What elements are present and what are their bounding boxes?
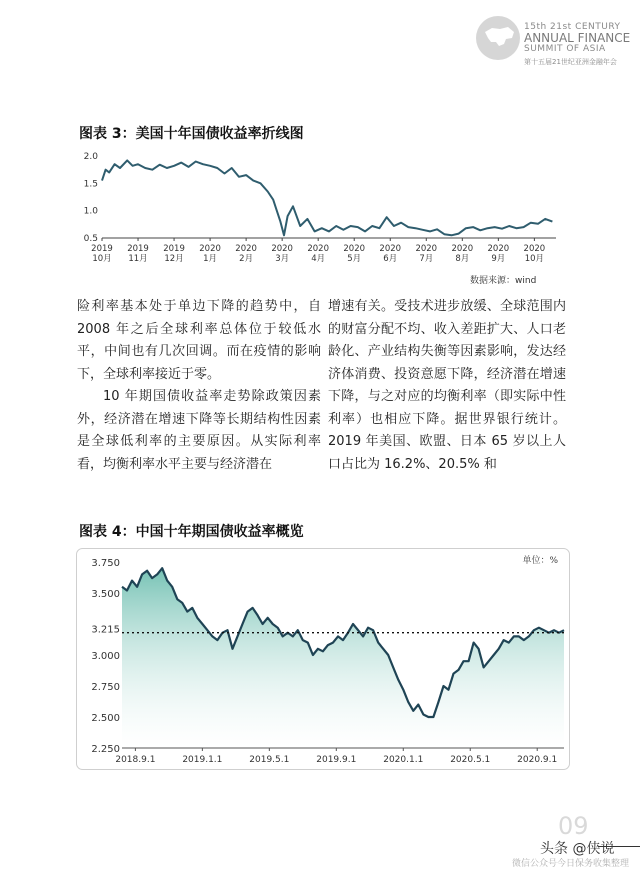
y-tick-label: 0.5 xyxy=(83,234,98,244)
y-tick-label: 3.000 xyxy=(91,651,120,662)
x-tick-label: 2019 xyxy=(127,244,149,254)
paragraph: 增速有关。受技术进步放缓、全球范围内的财富分配不均、收入差距扩大、人口老龄化、产业结构失衡等因素影响，发达经济体消费、投资意愿下降，经济潜在增速下降，与之对应的均衡利率（即实际中性利率）也相应下降。据世界银行统计。2019 年美国、欧盟、日本 65 岁以上人口占比为 16.2%、20.5% 和 xyxy=(328,299,566,472)
data-source: 数据来源：wind xyxy=(470,276,537,286)
body-column-left xyxy=(77,296,321,476)
x-tick-label: 2020 xyxy=(343,244,366,254)
x-tick-label: 2020 xyxy=(523,244,546,254)
y-tick-label: 2.0 xyxy=(83,152,98,162)
logo-line-4: 第十五届21世纪亚洲金融年会 xyxy=(524,58,617,66)
x-tick-label: 10月 xyxy=(92,254,112,264)
x-tick-label: 10月 xyxy=(524,254,545,264)
x-tick-label: 9月 xyxy=(491,254,506,264)
x-tick-label: 2020 xyxy=(307,244,330,254)
x-tick-label: 2018.9.1 xyxy=(115,755,156,765)
paragraph: 10 年期国债收益率走势除政策因素外，经济潜在增速下降等长期结构性因素是全球低利率的主要原因。从实际利率看，均衡利率水平主要与经济潜在 xyxy=(77,389,321,472)
y-tick-label: 3.215 xyxy=(91,624,120,636)
x-tick-label: 2020 xyxy=(235,244,257,254)
asia-map-icon xyxy=(482,24,516,50)
figure-4-title: 图表 4：中国十年期国债收益率概览 xyxy=(79,524,304,540)
y-tick-label: 3.750 xyxy=(91,558,120,569)
x-tick-label: 6月 xyxy=(383,254,398,264)
logo-text xyxy=(524,22,630,68)
x-tick-label: 2019.1.1 xyxy=(182,755,223,765)
x-tick-label: 2020.5.1 xyxy=(450,755,491,765)
y-tick-label: 2.500 xyxy=(91,713,120,724)
x-tick-label: 11月 xyxy=(128,254,148,264)
y-tick-label: 2.750 xyxy=(91,682,120,693)
page-number: 09 xyxy=(558,812,589,840)
x-tick-label: 2020 xyxy=(487,244,510,254)
x-tick-label: 2020 xyxy=(199,244,221,254)
paragraph: 险利率基本处于单边下降的趋势中，自 2008 年之后全球利率总体位于较低水平，中间也有几次回调。而在疫情的影响下，全球利率接近于零。 xyxy=(77,299,321,382)
x-tick-label: 2020.1.1 xyxy=(383,755,424,765)
watermark-sub: 微信公众号今日保务收集整理 xyxy=(512,859,630,869)
series-line xyxy=(102,160,552,235)
x-tick-label: 2020 xyxy=(379,244,402,254)
us-treasury-chart xyxy=(74,150,574,268)
x-tick-label: 12月 xyxy=(164,254,184,264)
x-tick-label: 2020.9.1 xyxy=(517,755,558,765)
x-tick-label: 2019.9.1 xyxy=(316,755,357,765)
y-tick-label: 1.0 xyxy=(83,206,98,217)
x-tick-label: 2月 xyxy=(239,254,254,264)
x-tick-label: 5月 xyxy=(347,254,362,264)
x-tick-label: 7月 xyxy=(419,254,434,264)
unit-label: 单位：% xyxy=(522,556,558,566)
y-tick-label: 1.5 xyxy=(83,179,98,190)
x-tick-label: 2020 xyxy=(451,244,474,254)
x-tick-label: 2019 xyxy=(91,244,113,254)
logo-line-2: ANNUAL FINANCE xyxy=(524,31,631,45)
x-tick-label: 3月 xyxy=(275,254,290,264)
x-tick-label: 2020 xyxy=(271,244,293,254)
y-tick-label: 3.500 xyxy=(91,589,120,600)
watermark: 头条 @侠说 xyxy=(540,841,615,857)
x-tick-label: 1月 xyxy=(203,254,218,264)
china-treasury-chart xyxy=(76,548,570,770)
logo-line-1: 15th 21st CENTURY xyxy=(524,22,621,32)
x-tick-label: 2019.5.1 xyxy=(249,755,290,765)
logo-emblem xyxy=(476,16,520,60)
x-tick-label: 8月 xyxy=(455,254,470,264)
figure-3-title: 图表 3：美国十年国债收益率折线图 xyxy=(79,126,304,142)
logo-line-3: SUMMIT OF ASIA xyxy=(524,44,606,54)
x-tick-label: 2020 xyxy=(415,244,438,254)
y-tick-label: 2.250 xyxy=(91,744,120,755)
body-column-right xyxy=(328,296,566,476)
summit-logo xyxy=(476,16,636,72)
x-tick-label: 4月 xyxy=(311,254,326,264)
x-tick-label: 2019 xyxy=(163,244,185,254)
